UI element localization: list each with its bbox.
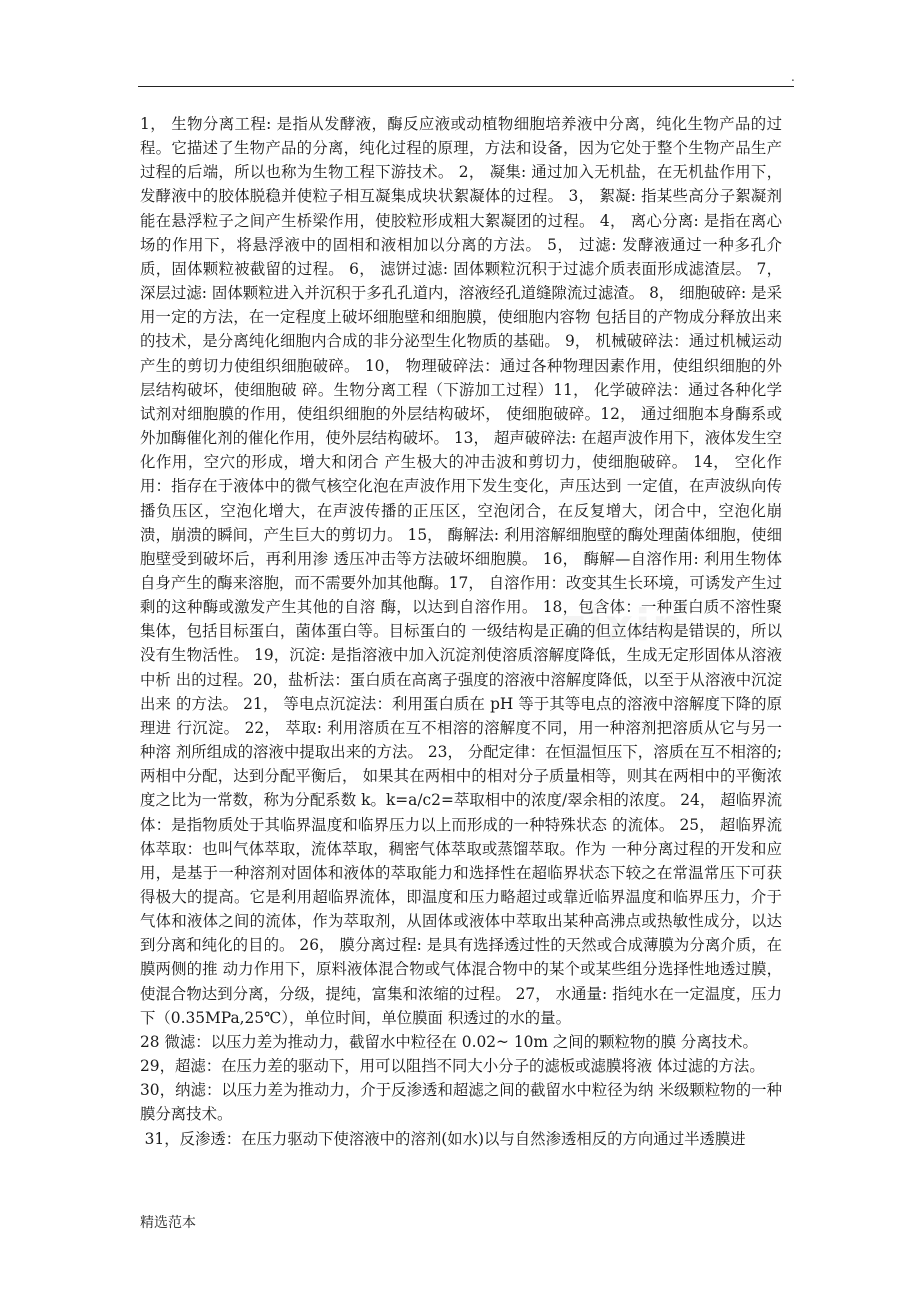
paragraph-definitions: 1， 生物分离工程: 是指从发酵液，酶反应液或动植物细胞培养液中分离，纯化生物产品的过程。它描述了生物产品的分离，纯化过程的原理，方法和设备，因为它处于整个生物产品生产过程的后端，所以也称为生物工程下游技术。 2， 凝集: 通过加入无机盐，在无机盐作用下，发酵液中的胶体脱稳并使粒子相互凝集成块状絮凝体的过程。 3， 絮凝: 指某些高分子絮凝剂能在悬浮粒子之间产生桥梁作用，使胶粒形成粗大絮凝团的过程。 4， 离心分离: 是指在离心场的作用下，将悬浮液中的固相和液相加以分离的方法。 5， 过滤: 发酵液通过一种多孔介质，固体颗粒被截留的过程。 6， 滤饼过滤: 固体颗粒沉积于过滤介质表面形成滤渣层。 7， 深层过滤: 固体颗粒进入并沉积于多孔孔道内，溶液经孔道缝隙流过滤渣。 8， 细胞破碎: 是采用一定的方法，在一定程度上破坏细胞壁和细胞膜，使细胞内容物 包括目的产物成分释放出来的技术，是分离纯化细胞内合成的非分泌型生化物质的基础。 9， 机械破碎法：通过机械运动产生的剪切力使组织细胞破碎。 10， 物理破碎法：通过各种物理因素作用，使组织细胞的外层结构破坏，使细胞破 碎。生物分离工程（下游加工过程）11， 化学破碎法：通过各种化学试剂对细胞膜的作用，使组织细胞的外层结构破坏， 使细胞破碎。12， 通过细胞本身酶系或外加酶催化剂的催化作用，使外层结构破坏。 13， 超声破碎法: 在超声波作用下，液体发生空化作用，空穴的形成，增大和闭合 产生极大的冲击波和剪切力，使细胞破碎。 14， 空化作用：指存在于液体中的微气核空化泡在声波作用下发生变化，声压达到 一定值，在声波纵向传播负压区，空泡化增大，在声波传播的正压区，空泡闭合，在反复增大，闭合中，空泡化崩溃，崩溃的瞬间，产生巨大的剪切力。 15， 酶解法: 利用溶解细胞壁的酶处理菌体细胞，使细胞壁受到破坏后，再利用渗 透压冲击等方法破坏细胞膜。 16， 酶解—自溶作用: 利用生物体自身产生的酶来溶胞，而不需要外加其他酶。17， 自溶作用：改变其生长环境，可诱发产生过剩的这种酶或激发产生其他的自溶 酶，以达到自溶作用。 18，包含体：一种蛋白质不溶性聚集体，包括目标蛋白，菌体蛋白等。目标蛋白的 一级结构是正确的但立体结构是错误的，所以没有生物活性。 19，沉淀: 是指溶液中加入沉淀剂使溶质溶解度降低，生成无定形固体从溶液中析 出的过程。20，盐析法：蛋白质在高离子强度的溶液中溶解度降低，以至于从溶液中沉淀出来 的方法。 21， 等电点沉淀法：利用蛋白质在 pH 等于其等电点的溶液中溶解度下降的原理进 行沉淀。 22， 萃取: 利用溶质在互不相溶的溶解度不同，用一种溶剂把溶质从它与另一种溶 剂所组成的溶液中提取出来的方法。 23， 分配定律：在恒温恒压下，溶质在互不相溶的; 两相中分配，达到分配平衡后， 如果其在两相中的相对分子质量相等，则其在两相中的平衡浓度之比为一常数，称为分配系数 k。k=a/c2=萃取相中的浓度/翠余相的浓度。 24， 超临界流体：是指物质处于其临界温度和临界压力以上而形成的一种特殊状态 的流体。 25， 超临界流体萃取：也叫气体萃取，流体萃取，稠密气体萃取或蒸馏萃取。作为 一种分离过程的开发和应用，是基于一种溶剂对固体和液体的萃取能力和选择性在超临界状态下较之在常温常压下可获得极大的提高。它是利用超临界流体，即温度和压力略超过或靠近临界温度和临界压力，介于气体和液体之间的流体，作为萃取剂，从固体或液体中萃取出某种高沸点或热敏性成分，以达到分离和纯化的目的。 26， 膜分离过程: 是具有选择透过性的天然或合成薄膜为分离介质，在膜两侧的推 动力作用下，原料液体混合物或气体混合物中的某个或某些组分选择性地透过膜，使混合物达到分离，分级，提纯，富集和浓缩的过程。 27， 水通量: 指纯水在一定温度，压力下（0.35MPa,25℃），单位时间，单位膜面 积透过的水的量。 bbox=[140, 115, 782, 1027]
paragraph-reverse-osmosis: 31，反渗透：在压力驱动下使溶液中的溶剂(如水)以与自然渗透相反的方向通过半透膜进 bbox=[144, 1129, 746, 1148]
paragraph-ultrafiltration: 29，超滤：在压力差的驱动下，用可以阻挡不同大小分子的滤板或滤膜将液 体过滤的方法。 bbox=[140, 1057, 765, 1076]
paragraph-microfiltration: 28 微滤：以压力差为推动力，截留水中粒径在 0.02~ 10m 之间的颗粒物的膜 分离技术。 bbox=[140, 1032, 758, 1051]
header-divider bbox=[138, 86, 794, 87]
document-body bbox=[140, 112, 782, 1151]
paragraph-nanofiltration: 30，纳滤：以压力差为推动力，介于反渗透和超滤之间的截留水中粒径为纳 米级颗粒物的一种膜分离技术。 bbox=[140, 1081, 782, 1124]
page-footer: 精选范本 bbox=[140, 1215, 196, 1231]
header-mark: . bbox=[791, 70, 795, 84]
